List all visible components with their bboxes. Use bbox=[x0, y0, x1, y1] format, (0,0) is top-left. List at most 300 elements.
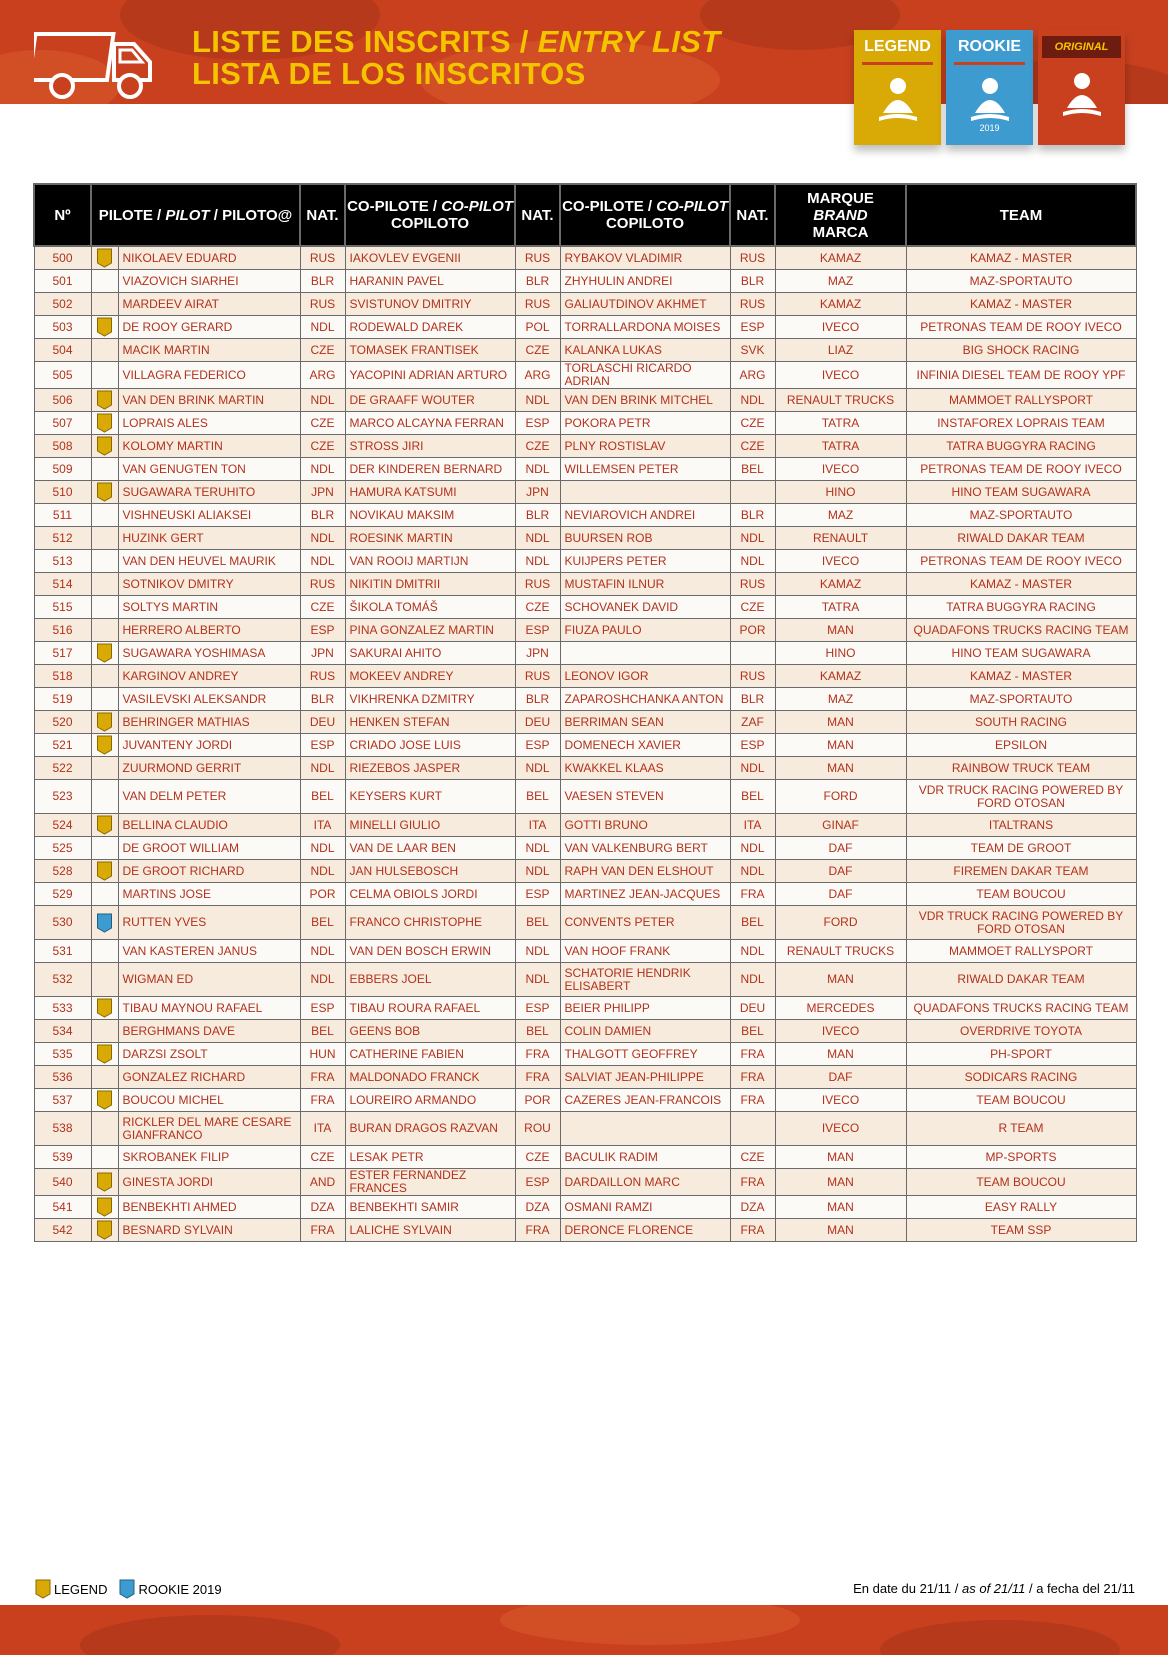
copilot-2-nat: RUS bbox=[730, 246, 775, 270]
copilot-1-name: KEYSERS KURT bbox=[345, 780, 515, 814]
copilot-1-name: VAN DEN BOSCH ERWIN bbox=[345, 940, 515, 963]
copilot-2-name: TORRALLARDONA MOISES bbox=[560, 316, 730, 339]
pilot-name: BESNARD SYLVAIN bbox=[118, 1219, 300, 1242]
pilot-nat: ESP bbox=[300, 734, 345, 757]
pilot-name: SKROBANEK FILIP bbox=[118, 1146, 300, 1169]
entry-number: 501 bbox=[34, 270, 91, 293]
team-name: KAMAZ - MASTER bbox=[906, 573, 1136, 596]
legend-shield-icon bbox=[96, 413, 113, 433]
brand: IVECO bbox=[775, 458, 906, 481]
copilot-2-nat: BLR bbox=[730, 688, 775, 711]
copilot-1-name: STROSS JIRI bbox=[345, 435, 515, 458]
team-name: MAZ-SPORTAUTO bbox=[906, 270, 1136, 293]
copilot-2-name: LEONOV IGOR bbox=[560, 665, 730, 688]
table-row bbox=[34, 527, 1136, 550]
copilot-1-nat: ITA bbox=[515, 814, 560, 837]
brand: RENAULT TRUCKS bbox=[775, 940, 906, 963]
copilot-1-nat: DZA bbox=[515, 1196, 560, 1219]
copilot-1-name: FRANCO CHRISTOPHE bbox=[345, 906, 515, 940]
brand: LIAZ bbox=[775, 339, 906, 362]
brand: IVECO bbox=[775, 1112, 906, 1146]
copilot-1-name: MARCO ALCAYNA FERRAN bbox=[345, 412, 515, 435]
table-row bbox=[34, 270, 1136, 293]
copilot-1-nat: NDL bbox=[515, 527, 560, 550]
team-name: TEAM BOUCOU bbox=[906, 1089, 1136, 1112]
table-row bbox=[34, 814, 1136, 837]
category-badge bbox=[91, 860, 118, 883]
col-copilot-2-nat: NAT. bbox=[730, 184, 775, 246]
copilot-2-nat: NDL bbox=[730, 527, 775, 550]
team-name: MP-SPORTS bbox=[906, 1146, 1136, 1169]
brand: MAZ bbox=[775, 504, 906, 527]
category-badge bbox=[91, 527, 118, 550]
copilot-2-nat: RUS bbox=[730, 573, 775, 596]
copilot-1-name: PINA GONZALEZ MARTIN bbox=[345, 619, 515, 642]
category-badge bbox=[91, 1169, 118, 1196]
entry-number: 512 bbox=[34, 527, 91, 550]
copilot-2-name: FIUZA PAULO bbox=[560, 619, 730, 642]
copilot-2-name: DOMENECH XAVIER bbox=[560, 734, 730, 757]
category-badge bbox=[91, 1066, 118, 1089]
copilot-2-name: ZHYHULIN ANDREI bbox=[560, 270, 730, 293]
copilot-1-name: IAKOVLEV EVGENII bbox=[345, 246, 515, 270]
team-name: EPSILON bbox=[906, 734, 1136, 757]
copilot-1-name: HENKEN STEFAN bbox=[345, 711, 515, 734]
pilot-name: MARDEEV AIRAT bbox=[118, 293, 300, 316]
entry-number: 517 bbox=[34, 642, 91, 665]
pilot-nat: ESP bbox=[300, 619, 345, 642]
copilot-2-name: GALIAUTDINOV AKHMET bbox=[560, 293, 730, 316]
category-badge bbox=[91, 435, 118, 458]
copilot-2-nat: NDL bbox=[730, 963, 775, 997]
entry-number: 525 bbox=[34, 837, 91, 860]
entry-number: 524 bbox=[34, 814, 91, 837]
brand: DAF bbox=[775, 1066, 906, 1089]
legend-shield-icon bbox=[96, 390, 113, 410]
brand: MAZ bbox=[775, 688, 906, 711]
table-row bbox=[34, 734, 1136, 757]
entry-number: 508 bbox=[34, 435, 91, 458]
pilot-name: HERRERO ALBERTO bbox=[118, 619, 300, 642]
copilot-2-name: DERONCE FLORENCE bbox=[560, 1219, 730, 1242]
team-name: TEAM BOUCOU bbox=[906, 883, 1136, 906]
copilot-2-name: VAESEN STEVEN bbox=[560, 780, 730, 814]
entry-number: 540 bbox=[34, 1169, 91, 1196]
table-row bbox=[34, 1043, 1136, 1066]
category-badge bbox=[91, 1219, 118, 1242]
copilot-1-nat: DEU bbox=[515, 711, 560, 734]
copilot-2-name: CAZERES JEAN-FRANCOIS bbox=[560, 1089, 730, 1112]
copilot-2-nat: BEL bbox=[730, 906, 775, 940]
copilot-1-name: TOMASEK FRANTISEK bbox=[345, 339, 515, 362]
copilot-1-nat: NDL bbox=[515, 940, 560, 963]
pilot-nat: CZE bbox=[300, 1146, 345, 1169]
rookie-shield-icon bbox=[96, 913, 113, 933]
copilot-2-name bbox=[560, 481, 730, 504]
pilot-nat: NDL bbox=[300, 860, 345, 883]
entry-number: 515 bbox=[34, 596, 91, 619]
legend-shield-icon bbox=[96, 643, 113, 663]
pilot-name: GONZALEZ RICHARD bbox=[118, 1066, 300, 1089]
dakar-logo-icon bbox=[871, 73, 925, 127]
table-row bbox=[34, 1169, 1136, 1196]
copilot-2-nat: FRA bbox=[730, 1169, 775, 1196]
brand: IVECO bbox=[775, 1020, 906, 1043]
copilot-2-nat bbox=[730, 1112, 775, 1146]
copilot-1-nat: BLR bbox=[515, 688, 560, 711]
category-badge bbox=[91, 270, 118, 293]
table-row bbox=[34, 1112, 1136, 1146]
category-badge bbox=[91, 246, 118, 270]
table-row bbox=[34, 780, 1136, 814]
pilot-nat: NDL bbox=[300, 527, 345, 550]
pilot-nat: ESP bbox=[300, 997, 345, 1020]
pilot-nat: BEL bbox=[300, 1020, 345, 1043]
category-badge bbox=[91, 665, 118, 688]
category-badge bbox=[91, 481, 118, 504]
pilot-nat: HUN bbox=[300, 1043, 345, 1066]
legend-shield-icon bbox=[96, 1220, 113, 1240]
copilot-1-name: VAN DE LAAR BEN bbox=[345, 837, 515, 860]
pilot-nat: JPN bbox=[300, 642, 345, 665]
col-num: Nº bbox=[34, 184, 91, 246]
entry-number: 523 bbox=[34, 780, 91, 814]
copilot-2-nat: NDL bbox=[730, 837, 775, 860]
table-row bbox=[34, 1020, 1136, 1043]
table-row bbox=[34, 1219, 1136, 1242]
table-row bbox=[34, 906, 1136, 940]
pilot-nat: NDL bbox=[300, 837, 345, 860]
pilot-name: VAN KASTEREN JANUS bbox=[118, 940, 300, 963]
legend-shield-icon bbox=[96, 1197, 113, 1217]
copilot-1-nat: JPN bbox=[515, 481, 560, 504]
entry-number: 511 bbox=[34, 504, 91, 527]
brand: MAN bbox=[775, 1219, 906, 1242]
table-row bbox=[34, 688, 1136, 711]
entry-number: 513 bbox=[34, 550, 91, 573]
table-row bbox=[34, 504, 1136, 527]
pilot-name: JUVANTENY JORDI bbox=[118, 734, 300, 757]
copilot-1-name: ROESINK MARTIN bbox=[345, 527, 515, 550]
entry-number: 503 bbox=[34, 316, 91, 339]
entry-number: 504 bbox=[34, 339, 91, 362]
category-badge bbox=[91, 642, 118, 665]
copilot-1-nat: RUS bbox=[515, 246, 560, 270]
legend-shield-icon bbox=[96, 1044, 113, 1064]
copilot-2-name: BACULIK RADIM bbox=[560, 1146, 730, 1169]
brand: MAN bbox=[775, 711, 906, 734]
copilot-1-name: MALDONADO FRANCK bbox=[345, 1066, 515, 1089]
copilot-2-name: KWAKKEL KLAAS bbox=[560, 757, 730, 780]
brand: DAF bbox=[775, 837, 906, 860]
copilot-2-name: VAN VALKENBURG BERT bbox=[560, 837, 730, 860]
copilot-2-nat: CZE bbox=[730, 1146, 775, 1169]
copilot-2-name: BEIER PHILIPP bbox=[560, 997, 730, 1020]
pilot-name: VISHNEUSKI ALIAKSEI bbox=[118, 504, 300, 527]
entry-number: 534 bbox=[34, 1020, 91, 1043]
category-badge bbox=[91, 293, 118, 316]
copilot-2-name: KUIJPERS PETER bbox=[560, 550, 730, 573]
copilot-1-name: VAN ROOIJ MARTIJN bbox=[345, 550, 515, 573]
team-name: TEAM SSP bbox=[906, 1219, 1136, 1242]
copilot-1-name: GEENS BOB bbox=[345, 1020, 515, 1043]
pilot-name: SOTNIKOV DMITRY bbox=[118, 573, 300, 596]
pilot-nat: FRA bbox=[300, 1089, 345, 1112]
pilot-nat: NDL bbox=[300, 550, 345, 573]
legend-shield-icon bbox=[96, 482, 113, 502]
copilot-2-nat: RUS bbox=[730, 665, 775, 688]
category-badge bbox=[91, 1146, 118, 1169]
legend-shield-icon bbox=[96, 1172, 113, 1192]
copilot-1-nat: NDL bbox=[515, 389, 560, 412]
copilot-2-name: TORLASCHI RICARDO ADRIAN bbox=[560, 362, 730, 389]
brand: MAN bbox=[775, 963, 906, 997]
pilot-name: DE ROOY GERARD bbox=[118, 316, 300, 339]
copilot-2-name: VAN HOOF FRANK bbox=[560, 940, 730, 963]
team-name: MAZ-SPORTAUTO bbox=[906, 688, 1136, 711]
copilot-2-name: COLIN DAMIEN bbox=[560, 1020, 730, 1043]
copilot-1-name: CRIADO JOSE LUIS bbox=[345, 734, 515, 757]
copilot-2-name: KALANKA LUKAS bbox=[560, 339, 730, 362]
copilot-2-nat: FRA bbox=[730, 1219, 775, 1242]
entry-number: 507 bbox=[34, 412, 91, 435]
team-name: HINO TEAM SUGAWARA bbox=[906, 642, 1136, 665]
entry-number: 537 bbox=[34, 1089, 91, 1112]
brand: MAN bbox=[775, 1169, 906, 1196]
table-row bbox=[34, 1196, 1136, 1219]
pilot-name: RUTTEN YVES bbox=[118, 906, 300, 940]
table-row bbox=[34, 619, 1136, 642]
copilot-2-nat: FRA bbox=[730, 1089, 775, 1112]
original-badge bbox=[1038, 30, 1125, 145]
pilot-name: RICKLER DEL MARE CESARE GIANFRANCO bbox=[118, 1112, 300, 1146]
entry-number: 535 bbox=[34, 1043, 91, 1066]
copilot-2-name: GOTTI BRUNO bbox=[560, 814, 730, 837]
copilot-1-nat: CZE bbox=[515, 1146, 560, 1169]
copilot-1-name: DE GRAAFF WOUTER bbox=[345, 389, 515, 412]
copilot-2-nat: SVK bbox=[730, 339, 775, 362]
table-header-row bbox=[34, 184, 1136, 246]
copilot-1-name: VIKHRENKA DZMITRY bbox=[345, 688, 515, 711]
copilot-2-name: BUURSEN ROB bbox=[560, 527, 730, 550]
copilot-1-name: JAN HULSEBOSCH bbox=[345, 860, 515, 883]
brand: MAN bbox=[775, 1146, 906, 1169]
copilot-1-nat: ESP bbox=[515, 619, 560, 642]
copilot-1-name: NIKITIN DMITRII bbox=[345, 573, 515, 596]
entry-number: 529 bbox=[34, 883, 91, 906]
dakar-logo-icon bbox=[963, 73, 1017, 127]
col-pilot-nat: NAT. bbox=[300, 184, 345, 246]
copilot-2-nat: NDL bbox=[730, 389, 775, 412]
team-name: MAZ-SPORTAUTO bbox=[906, 504, 1136, 527]
table-row bbox=[34, 246, 1136, 270]
brand: MAN bbox=[775, 734, 906, 757]
team-name: VDR TRUCK RACING POWERED BY FORD OTOSAN bbox=[906, 906, 1136, 940]
pilot-name: VIAZOVICH SIARHEI bbox=[118, 270, 300, 293]
copilot-1-name: YACOPINI ADRIAN ARTURO bbox=[345, 362, 515, 389]
brand: MAN bbox=[775, 619, 906, 642]
copilot-1-name: TIBAU ROURA RAFAEL bbox=[345, 997, 515, 1020]
legend-shield-icon bbox=[96, 436, 113, 456]
brand: IVECO bbox=[775, 316, 906, 339]
category-badge bbox=[91, 1196, 118, 1219]
copilot-1-name: SVISTUNOV DMITRIY bbox=[345, 293, 515, 316]
brand: KAMAZ bbox=[775, 573, 906, 596]
copilot-1-nat: BEL bbox=[515, 1020, 560, 1043]
copilot-1-nat: BEL bbox=[515, 906, 560, 940]
copilot-2-name: SALVIAT JEAN-PHILIPPE bbox=[560, 1066, 730, 1089]
copilot-2-name: DARDAILLON MARC bbox=[560, 1169, 730, 1196]
category-badge bbox=[91, 596, 118, 619]
copilot-2-nat: FRA bbox=[730, 883, 775, 906]
team-name: PETRONAS TEAM DE ROOY IVECO bbox=[906, 550, 1136, 573]
copilot-1-nat: NDL bbox=[515, 458, 560, 481]
col-copilot-1-nat: NAT. bbox=[515, 184, 560, 246]
copilot-2-nat: ZAF bbox=[730, 711, 775, 734]
copilot-2-nat: BEL bbox=[730, 458, 775, 481]
copilot-1-nat: ESP bbox=[515, 883, 560, 906]
table-row bbox=[34, 596, 1136, 619]
entry-number: 502 bbox=[34, 293, 91, 316]
pilot-nat: FRA bbox=[300, 1219, 345, 1242]
entry-list-table bbox=[33, 183, 1137, 1242]
team-name: MAMMOET RALLYSPORT bbox=[906, 389, 1136, 412]
pilot-name: VILLAGRA FEDERICO bbox=[118, 362, 300, 389]
category-badge bbox=[91, 757, 118, 780]
copilot-1-name: LESAK PETR bbox=[345, 1146, 515, 1169]
pilot-nat: BLR bbox=[300, 504, 345, 527]
copilot-1-name: ESTER FERNANDEZ FRANCES bbox=[345, 1169, 515, 1196]
pilot-nat: CZE bbox=[300, 435, 345, 458]
team-name: HINO TEAM SUGAWARA bbox=[906, 481, 1136, 504]
copilot-1-nat: ARG bbox=[515, 362, 560, 389]
category-badge bbox=[91, 883, 118, 906]
copilot-2-nat: NDL bbox=[730, 860, 775, 883]
pilot-nat: BLR bbox=[300, 270, 345, 293]
pilot-nat: NDL bbox=[300, 757, 345, 780]
copilot-2-nat: RUS bbox=[730, 293, 775, 316]
team-name: PH-SPORT bbox=[906, 1043, 1136, 1066]
pilot-nat: CZE bbox=[300, 412, 345, 435]
table-row bbox=[34, 963, 1136, 997]
table-row bbox=[34, 997, 1136, 1020]
copilot-2-nat: NDL bbox=[730, 550, 775, 573]
copilot-1-nat: ESP bbox=[515, 734, 560, 757]
entry-number: 506 bbox=[34, 389, 91, 412]
copilot-1-nat: NDL bbox=[515, 860, 560, 883]
copilot-1-name: RIEZEBOS JASPER bbox=[345, 757, 515, 780]
pilot-name: LOPRAIS ALES bbox=[118, 412, 300, 435]
team-name: QUADAFONS TRUCKS RACING TEAM bbox=[906, 619, 1136, 642]
entry-number: 531 bbox=[34, 940, 91, 963]
category-badge bbox=[91, 1043, 118, 1066]
pilot-name: BENBEKHTI AHMED bbox=[118, 1196, 300, 1219]
team-name: FIREMEN DAKAR TEAM bbox=[906, 860, 1136, 883]
copilot-2-name: RYBAKOV VLADIMIR bbox=[560, 246, 730, 270]
copilot-2-name: MUSTAFIN ILNUR bbox=[560, 573, 730, 596]
copilot-1-name: NOVIKAU MAKSIM bbox=[345, 504, 515, 527]
team-name: EASY RALLY bbox=[906, 1196, 1136, 1219]
team-name: INFINIA DIESEL TEAM DE ROOY YPF bbox=[906, 362, 1136, 389]
col-team: TEAM bbox=[906, 184, 1136, 246]
copilot-2-name: POKORA PETR bbox=[560, 412, 730, 435]
entry-number: 520 bbox=[34, 711, 91, 734]
copilot-2-name: THALGOTT GEOFFREY bbox=[560, 1043, 730, 1066]
copilot-1-nat: ESP bbox=[515, 412, 560, 435]
brand: MAN bbox=[775, 1043, 906, 1066]
team-name: TEAM BOUCOU bbox=[906, 1169, 1136, 1196]
copilot-2-nat: ESP bbox=[730, 316, 775, 339]
page-title: LISTE DES INSCRITS / ENTRY LIST LISTA DE LOS INSCRITOS bbox=[192, 24, 721, 91]
brand: KAMAZ bbox=[775, 665, 906, 688]
copilot-1-nat: ESP bbox=[515, 1169, 560, 1196]
copilot-1-name: RODEWALD DAREK bbox=[345, 316, 515, 339]
copilot-1-nat: FRA bbox=[515, 1066, 560, 1089]
copilot-2-nat: BEL bbox=[730, 780, 775, 814]
pilot-nat: FRA bbox=[300, 1066, 345, 1089]
brand: IVECO bbox=[775, 1089, 906, 1112]
team-name: MAMMOET RALLYSPORT bbox=[906, 940, 1136, 963]
pilot-name: VAN DELM PETER bbox=[118, 780, 300, 814]
category-badge bbox=[91, 963, 118, 997]
copilot-2-name: NEVIAROVICH ANDREI bbox=[560, 504, 730, 527]
copilot-1-name: MINELLI GIULIO bbox=[345, 814, 515, 837]
table-row bbox=[34, 940, 1136, 963]
pilot-nat: NDL bbox=[300, 458, 345, 481]
rookie-label: ROOKIE 2019 bbox=[138, 1581, 222, 1597]
pilot-name: MACIK MARTIN bbox=[118, 339, 300, 362]
copilot-1-name: ŠIKOLA TOMÁŠ bbox=[345, 596, 515, 619]
category-badge bbox=[91, 1020, 118, 1043]
table-row bbox=[34, 642, 1136, 665]
table-row bbox=[34, 1146, 1136, 1169]
copilot-1-nat: FRA bbox=[515, 1043, 560, 1066]
copilot-1-name: HAMURA KATSUMI bbox=[345, 481, 515, 504]
legend-shield-icon bbox=[96, 1090, 113, 1110]
pilot-nat: DEU bbox=[300, 711, 345, 734]
category-badge bbox=[91, 734, 118, 757]
copilot-2-nat bbox=[730, 481, 775, 504]
legend-shield-icon bbox=[96, 735, 113, 755]
team-name: PETRONAS TEAM DE ROOY IVECO bbox=[906, 458, 1136, 481]
pilot-name: SUGAWARA YOSHIMASA bbox=[118, 642, 300, 665]
brand: IVECO bbox=[775, 362, 906, 389]
category-badge bbox=[91, 837, 118, 860]
copilot-2-nat: CZE bbox=[730, 435, 775, 458]
copilot-2-nat: BLR bbox=[730, 270, 775, 293]
copilot-1-name: BENBEKHTI SAMIR bbox=[345, 1196, 515, 1219]
pilot-name: VASILEVSKI ALEKSANDR bbox=[118, 688, 300, 711]
copilot-2-name: VAN DEN BRINK MITCHEL bbox=[560, 389, 730, 412]
pilot-name: BERGHMANS DAVE bbox=[118, 1020, 300, 1043]
pilot-nat: NDL bbox=[300, 316, 345, 339]
entry-number: 536 bbox=[34, 1066, 91, 1089]
table-row bbox=[34, 339, 1136, 362]
pilot-nat: AND bbox=[300, 1169, 345, 1196]
team-name: TEAM DE GROOT bbox=[906, 837, 1136, 860]
copilot-2-name: PLNY ROSTISLAV bbox=[560, 435, 730, 458]
table-row bbox=[34, 550, 1136, 573]
copilot-1-nat: NDL bbox=[515, 550, 560, 573]
copilot-2-name: BERRIMAN SEAN bbox=[560, 711, 730, 734]
table-row bbox=[34, 389, 1136, 412]
category-badge bbox=[91, 362, 118, 389]
category-badge bbox=[91, 814, 118, 837]
pilot-name: TIBAU MAYNOU RAFAEL bbox=[118, 997, 300, 1020]
brand: HINO bbox=[775, 642, 906, 665]
entry-number: 514 bbox=[34, 573, 91, 596]
copilot-1-nat: FRA bbox=[515, 1219, 560, 1242]
